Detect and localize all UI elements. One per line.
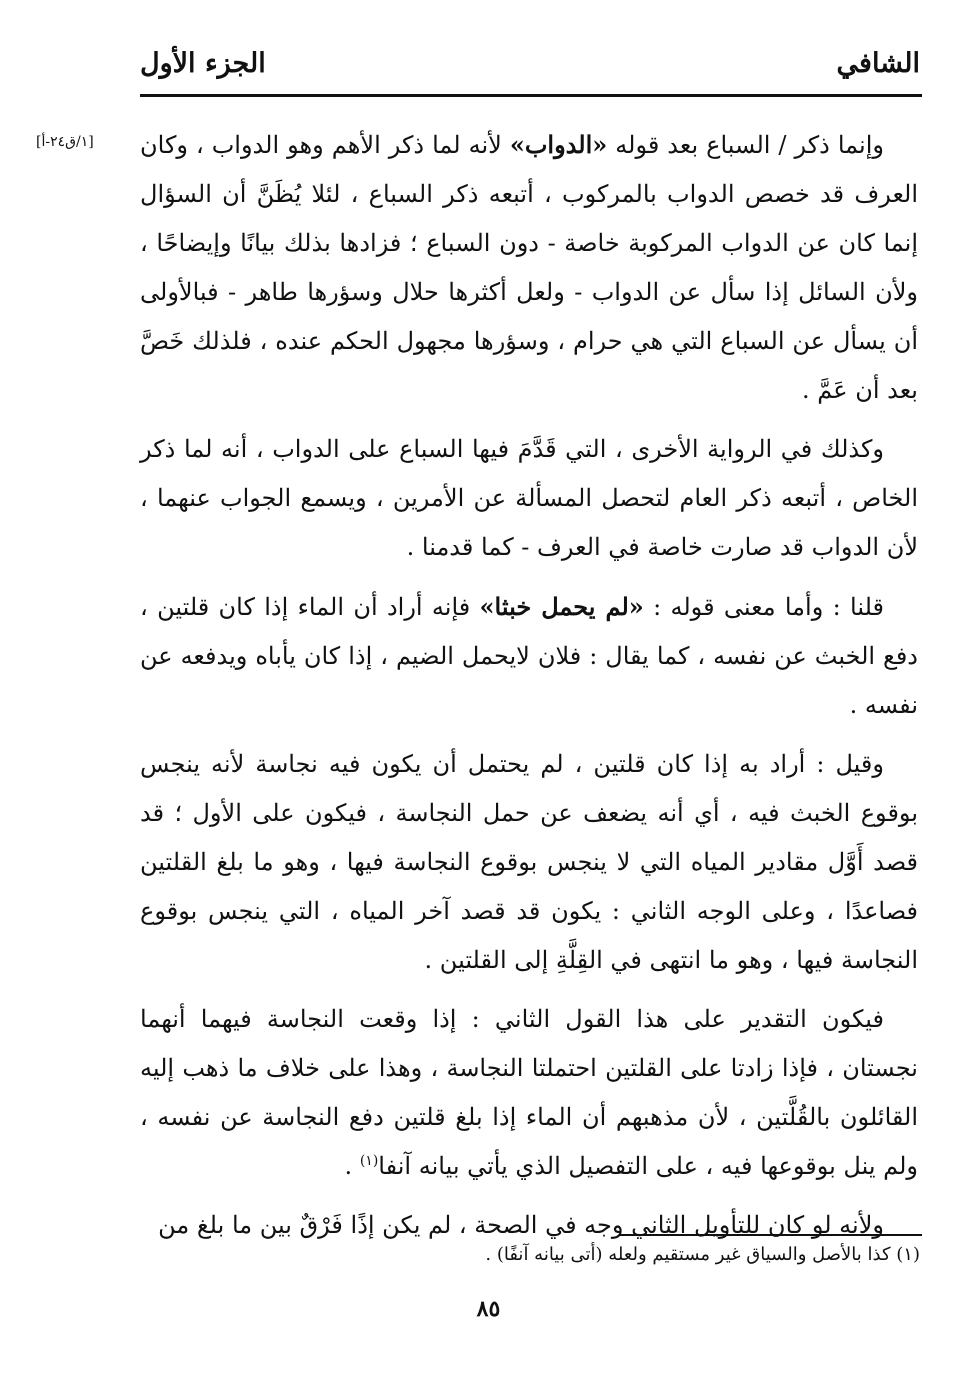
- footnote-ref[interactable]: (١): [359, 1153, 379, 1169]
- book-title: الشافي: [836, 48, 920, 79]
- paragraph-5: فيكون التقدير على هذا القول الثاني : إذا وقعت النجاسة فيهما أنهما نجستان ، فإذا زادتا على القلتين احتملتا النجاسة ، وهذا على خلاف ما ذهب إليه القائلون بالقُلَّتين ، لأن مذهبهم أن الماء إذا بلغ قلتين دفع النجاسة عن نفسه ، ولم ينل بوقوعها فيه ، على التفصيل الذي يأتي بيانه آنفا$^{(١)}$ .: [140, 1005, 918, 1180]
- main-text: [140, 120, 918, 1260]
- footnote: (١) كذا بالأصل والسياق غير مستقيم ولعله (أتى بيانه آنفًا) .: [485, 1244, 920, 1265]
- paragraph-1: وإنما ذكر / السباع بعد قوله «الدواب» لأنه لما ذكر الأهم وهو الدواب ، وكان العرف قد خصص الدواب بالمركوب ، أتبعه ذكر السباع ، لئلا يُظَنَّ أن السؤال إنما كان عن الدواب المركوبة خاصة - دون السباع ؛ فزادها بذلك بيانًا وإيضاحًا ، ولأن السائل إذا سأل عن الدواب - ولعل أكثرها حلال وسؤرها طاهر - فبالأولى أن يسأل عن السباع التي هي حرام ، وسؤرها مجهول الحكم عنده ، فلذلك خَصَّ بعد أن عَمَّ .: [140, 130, 919, 404]
- part-title: الجزء الأول: [140, 48, 266, 79]
- quoted-term: «لم يحمل خبثا»: [479, 592, 644, 621]
- quoted-term: «الدواب»: [509, 130, 608, 159]
- paragraph-2: وكذلك في الرواية الأخرى ، التي قَدَّمَ فيها السباع على الدواب ، أنه لما ذكر الخاص ، أتبعه ذكر العام لتحصل المسألة عن الأمرين ، ويسمع الجواب عنهما ، لأن الدواب قد صارت خاصة في العرف - كما قدمنا .: [140, 435, 918, 561]
- header-rule: [140, 94, 922, 97]
- footnote-rule: [620, 1234, 922, 1236]
- paragraph-6: ولأنه لو كان للتأويل الثاني وجه في الصحة ، لم يكن إذًا فَرْقٌ بين ما بلغ من: [158, 1211, 884, 1239]
- paragraph-3: قلنا : وأما معنى قوله : «لم يحمل خبثا» فإنه أراد أن الماء إذا كان قلتين ، دفع الخبث عن نفسه ، كما يقال : فلان لايحمل الضيم ، إذا كان يأباه ويدفعه عن نفسه .: [140, 592, 918, 719]
- manuscript-folio-marker: [١/ق٢٤-أ]: [36, 134, 94, 150]
- page-number: ٨٥: [476, 1296, 501, 1322]
- paragraph-4: وقيل : أراد به إذا كان قلتين ، لم يحتمل أن يكون فيه نجاسة لأنه ينجس بوقوع الخبث فيه ، أي أنه يضعف عن حمل النجاسة ، فيكون على الأول ؛ قد قصد أَوَّل مقادير المياه التي لا ينجس بوقوع النجاسة فيها ، وهو ما بلغ القلتين فصاعدًا ، وعلى الوجه الثاني : يكون قد قصد آخر المياه ، التي ينجس بوقوع النجاسة فيها ، وهو ما انتهى في القِلَّةِ إلى القلتين .: [140, 750, 919, 974]
- running-header: [140, 48, 920, 88]
